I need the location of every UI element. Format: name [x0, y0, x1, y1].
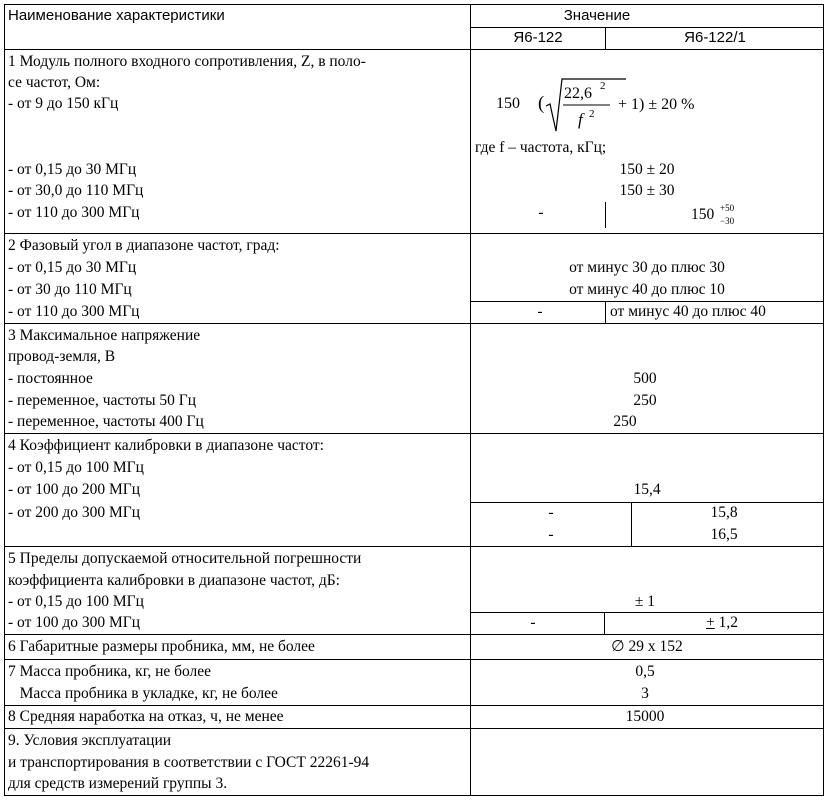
r4-sub3: - от 200 до 300 МГц	[8, 504, 141, 521]
r1-sub2-value: 150 ± 20	[619, 161, 675, 178]
r9-title-line3: для средств измерений группы 3.	[8, 775, 228, 792]
formula-paren: (	[538, 93, 545, 114]
r4-split-divider	[631, 502, 632, 546]
r1-split-divider	[605, 202, 606, 228]
r5-bottom	[4, 634, 824, 635]
r5-sub1-value: ± 1	[634, 593, 656, 610]
r3-sub2-value: 250	[633, 392, 657, 409]
formula-denominator: f	[578, 110, 583, 129]
r4-title: 4 Коэффициент калибровки в диапазоне частот:	[8, 437, 324, 454]
r5-sub2-value-b	[706, 612, 738, 634]
r3-sub2: - переменное, частоты 50 Гц	[8, 392, 197, 409]
formula-suffix: + 1) ± 20 %	[618, 96, 695, 113]
r3-title-line2: провод-земля, В	[8, 348, 116, 365]
r5-sub2-number: 1,2	[714, 614, 738, 631]
formula-numerator: 22,6	[564, 85, 592, 102]
r8-title: 8 Средняя наработка на отказ, ч, не менее	[8, 708, 284, 725]
plus-minus-sign: +	[706, 614, 715, 631]
r1-bottom	[4, 233, 824, 234]
r4-sub1: - от 0,15 до 100 МГц	[8, 459, 144, 476]
r9-title-line1: 9. Условия эксплуатации	[8, 732, 172, 749]
r3-sub1: - постоянное	[8, 370, 93, 387]
r1-title-line2: се частот, Ом:	[8, 74, 101, 91]
r2-split-divider	[605, 301, 606, 323]
header-bottom	[4, 49, 824, 50]
r3-title-line1: 3 Максимальное напряжение	[8, 327, 201, 344]
formula-svg	[496, 76, 726, 134]
r4-sub3-value-a1: -	[548, 504, 554, 521]
header-model-b: Я6-122/1	[684, 29, 746, 46]
r5-sub1: - от 0,15 до 100 МГц	[8, 593, 144, 610]
r1-sub1: - от 9 до 150 кГц	[8, 95, 119, 112]
r1-sub2: - от 0,15 до 30 МГц	[8, 161, 137, 178]
r9-title-line2: и транспортирования в соответствии с ГОСТ 22261-94	[8, 754, 370, 771]
r1-sub4-base: 150	[691, 206, 715, 223]
r8-bottom	[4, 728, 824, 729]
r7-title-line1: 7 Масса пробника, кг, не более	[8, 663, 212, 680]
r1-sub4-sub: −30	[720, 216, 735, 226]
r4-shared-value: 15,4	[633, 481, 661, 498]
formula-num-exp: 2	[600, 80, 606, 92]
r1-title-line1: 1 Модуль полного входного сопротивления, Z, в поло-	[8, 53, 366, 70]
table-border-bottom	[4, 795, 824, 796]
r2-sub1: - от 0,15 до 30 МГц	[8, 259, 137, 276]
header-model-a: Я6-122	[513, 29, 563, 46]
r8-value: 15000	[625, 708, 665, 725]
r5-title-line1: 5 Пределы допускаемой относительной погрешности	[8, 550, 362, 567]
r6-title: 6 Габаритные размеры пробника, мм, не более	[8, 638, 315, 655]
header-name: Наименование характеристики	[8, 7, 225, 24]
r4-sub3-value-b2: 16,5	[710, 526, 738, 543]
formula-prefix: 150	[496, 95, 520, 112]
r6-value: ∅ 29 х 152	[611, 638, 683, 655]
formula-den-exp: 2	[589, 108, 595, 120]
r1-sub3-value: 150 ± 30	[619, 182, 675, 199]
r4-sub3-value-b1: 15,8	[710, 504, 738, 521]
r6-bottom	[4, 659, 824, 660]
table-border-left	[4, 4, 5, 795]
r2-sub3-value-b: от минус 40 до плюс 40	[610, 303, 766, 320]
r3-bottom	[4, 433, 824, 434]
r4-sub2: - от 100 до 200 МГц	[8, 481, 141, 498]
r2-sub3-value-a: -	[537, 303, 543, 320]
r3-sub1-value: 500	[633, 370, 657, 387]
table-border-right	[823, 4, 824, 795]
r1-where: где f – частота, кГц;	[475, 139, 607, 156]
r2-sub3: - от 110 до 300 МГц	[8, 303, 140, 320]
r3-sub3-value: 250	[613, 413, 637, 430]
r2-title: 2 Фазовый угол в диапазоне частот, град:	[8, 237, 280, 254]
r5-sub2-value-a: -	[530, 614, 536, 631]
r1-sub4-value-b	[691, 203, 735, 226]
r4-split-top	[470, 502, 824, 503]
r2-bottom	[4, 323, 824, 324]
r4-sub3-value-a2: -	[548, 526, 554, 543]
r2-sub2-value: от минус 40 до плюс 10	[569, 281, 725, 298]
r5-sub2: - от 100 до 300 МГц	[8, 614, 141, 631]
r4-bottom	[4, 546, 824, 547]
r7-value1: 0,5	[635, 663, 655, 680]
r1-sub4-value-a: -	[538, 204, 544, 221]
r5-title-line2: коэффициента калибровки в диапазоне частот, дБ:	[8, 572, 340, 589]
r7-value2: 3	[641, 685, 649, 702]
r5-split-divider	[604, 612, 605, 634]
r2-sub2: - от 30 до 110 МГц	[8, 281, 132, 298]
r7-title-line2: Масса пробника в укладке, кг, не более	[8, 685, 278, 702]
column-divider	[470, 4, 471, 795]
r2-sub1-value: от минус 30 до плюс 30	[569, 259, 725, 276]
r1-sub3: - от 30,0 до 110 МГц	[8, 182, 144, 199]
header-model-divider	[605, 27, 606, 49]
r1-sub4-sup: +50	[720, 203, 735, 213]
impedance-formula	[496, 76, 726, 134]
header-value: Значение	[563, 7, 631, 24]
r1-sub4: - от 110 до 300 МГц	[8, 204, 140, 221]
r3-sub3: - переменное, частоты 400 Гц	[8, 413, 204, 430]
